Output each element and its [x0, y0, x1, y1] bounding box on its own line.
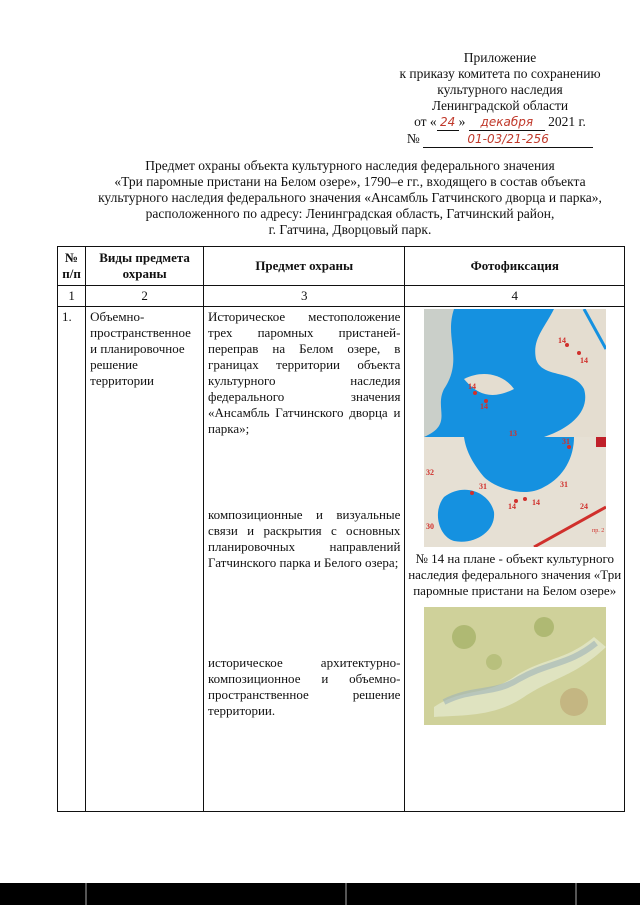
- scan-bottom-edge: [0, 883, 640, 905]
- header-types: Виды предмета охраны: [86, 247, 204, 286]
- map-photo-2: [424, 437, 606, 547]
- map-photo-1: [424, 309, 606, 437]
- scan-mark: [575, 883, 577, 905]
- title-line-1: Предмет охраны объекта культурного наследия федерального значения: [145, 158, 555, 173]
- document-title: [60, 158, 640, 238]
- row-subject: [204, 307, 405, 812]
- col-number-4: 4: [405, 286, 625, 307]
- map2-label: 31: [478, 482, 487, 491]
- scan-mark: [85, 883, 87, 905]
- historical-plan-photo: [424, 607, 606, 725]
- table-row: [58, 307, 625, 812]
- number-prefix: №: [406, 131, 420, 146]
- photo-caption: № 14 на плане - объект культурного наследия федерального значения «Три паромные пристани на Белом озере»: [408, 551, 622, 598]
- map2-label: 32: [425, 468, 434, 477]
- header-subject: Предмет охраны: [204, 247, 405, 286]
- subject-composition: историческое архитектурно-композиционное и объемно-пространственное решение территории.: [208, 655, 401, 718]
- title-line-4: расположенного по адресу: Ленинградская область, Гатчинский район,: [145, 206, 555, 221]
- header-photo: Фотофиксация: [405, 247, 625, 286]
- subject-location: Историческое местоположение трех паромных пристаней-переправ на Белом озере, в границах территории объекта культурного наследия федерального значения «Ансамбль Гатчинского дворца и парка»;: [208, 309, 401, 436]
- col-number-3: 3: [204, 286, 405, 307]
- map2-label: 14: [531, 498, 540, 507]
- title-line-2: «Три паромные пристани на Белом озере», 1790–е гг., входящего в состав объекта: [114, 174, 586, 189]
- appendix-heritage-line: культурного наследия: [437, 82, 563, 97]
- map1-label: 14: [479, 402, 488, 411]
- map2-label: 30: [425, 522, 434, 531]
- map1-label: 14: [557, 336, 566, 345]
- row-type: Объемно-пространственное и планировочное решение территории: [86, 307, 204, 812]
- col-number-2: 2: [86, 286, 204, 307]
- appendix-number: [360, 131, 640, 148]
- map1-label: 14: [467, 382, 476, 391]
- date-prefix: от «: [414, 114, 437, 129]
- title-line-3: культурного наследия федерального значения «Ансамбль Гатчинского дворца и парка»,: [98, 190, 602, 205]
- scan-mark: [345, 883, 347, 905]
- map2-label: 14: [507, 502, 516, 511]
- date-mid: »: [458, 114, 466, 129]
- number-value: 01-03/21-256: [423, 131, 593, 148]
- date-year: 2021 г.: [548, 114, 586, 129]
- appendix-date: [360, 114, 640, 131]
- col-number-1: 1: [58, 286, 86, 307]
- date-month: декабря: [469, 114, 545, 131]
- map1-label: 14: [579, 356, 588, 365]
- table-header-row: [58, 247, 625, 286]
- map2-label: 31: [561, 437, 570, 446]
- appendix-region-line: Ленинградской области: [431, 98, 569, 113]
- appendix-block: [360, 50, 640, 148]
- map2-label: пр. 2: [591, 528, 604, 534]
- appendix-order-line: к приказу комитета по сохранению: [399, 66, 601, 81]
- title-line-5: г. Гатчина, Дворцовый парк.: [268, 222, 432, 237]
- date-day: 24: [437, 114, 459, 131]
- row-number: 1.: [58, 307, 86, 812]
- protection-table: [57, 246, 625, 812]
- table-column-numbers: [58, 286, 625, 307]
- subject-visual-links: композиционные и визуальные связи и раскрытия с основных планировочных направлений Гатчинского парка и Белого озера;: [208, 507, 401, 570]
- map1-label: 13: [508, 429, 517, 437]
- map2-label: 31: [559, 480, 568, 489]
- appendix-title: Приложение: [463, 50, 537, 65]
- row-photos: [405, 307, 625, 812]
- header-number: № п/п: [58, 247, 86, 286]
- map2-label: 24: [579, 502, 588, 511]
